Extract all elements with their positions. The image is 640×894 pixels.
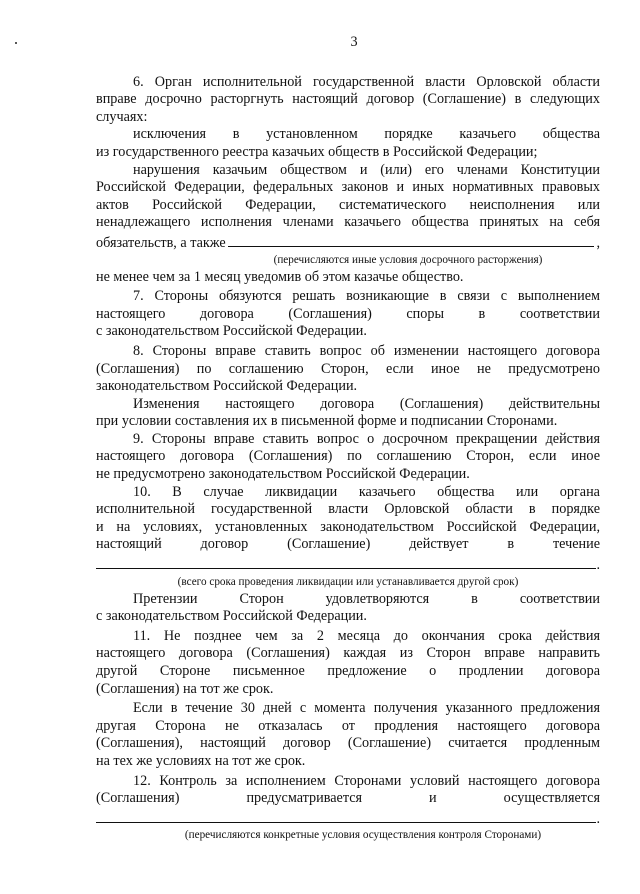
clause-8 <box>96 343 600 431</box>
text-line: 10. В случае ликвидации казачьего общества или органа <box>133 483 600 500</box>
fill-in-row <box>96 554 600 575</box>
text-line: настоящего договора (Соглашения) споры в соответствии <box>96 305 600 322</box>
text-line: вправе досрочно расторгнуть настоящий договор (Соглашение) в следующих <box>96 91 600 108</box>
clause-7 <box>96 288 600 341</box>
text-line: 7. Стороны обязуются решать возникающие в связи с выполнением <box>133 288 600 305</box>
text-line: (Соглашения) на тот же срок. <box>96 680 274 697</box>
text-line: (Соглашения) по соглашению Сторон, если иное не предусмотрено <box>96 360 600 377</box>
text-line: не предусмотрено законодательством Российской Федерации. <box>96 466 470 483</box>
scan-speck <box>15 42 17 44</box>
blank-caption: (перечисляются иные условия досрочного расторжения) <box>273 253 543 266</box>
text-line: случаях: <box>96 108 148 125</box>
text-line: Изменения настоящего договора (Соглашения) действительны <box>133 395 600 412</box>
blank-caption: (перечисляются конкретные условия осуществления контроля Сторонами) <box>184 829 542 842</box>
text-line: с законодательством Российской Федерации. <box>96 608 367 625</box>
text-line: 12. Контроль за исполнением Сторонами условий настоящего договора <box>133 772 600 789</box>
text-line: и на условиях, установленных законодательством Российской Федерации, <box>96 518 600 535</box>
text-line: законодательством Российской Федерации. <box>96 378 358 395</box>
clause-11 <box>96 628 600 771</box>
text-line: 8. Стороны вправе ставить вопрос об изменении настоящего договора <box>133 342 600 359</box>
text-line: обязательств, а также <box>96 234 226 251</box>
text-line: при условии составления их в письменной форме и подписании Сторонами. <box>96 413 558 430</box>
text-line: ненадлежащего исполнения членами казачьего общества принятых на себя <box>96 214 600 231</box>
text-line: с законодательством Российской Федерации. <box>96 323 367 340</box>
text-line: 6. Орган исполнительной государственной власти Орловской области <box>133 73 600 90</box>
text-line: актов Российской Федерации, систематического неисполнения или <box>96 196 600 213</box>
text-line: Претензии Сторон удовлетворяются в соответствии <box>133 590 600 607</box>
blank-fill-line <box>96 808 596 823</box>
blank-fill-line <box>228 232 595 247</box>
clause-6 <box>96 74 600 287</box>
text-line: настоящего договора (Соглашения) по соглашению Сторон, если иное <box>96 448 600 465</box>
punctuation: . <box>596 810 600 827</box>
clause-10 <box>96 484 600 626</box>
blank-fill-line <box>96 554 596 569</box>
text-line: Если в течение 30 дней с момента получения указанного предложения <box>133 700 600 717</box>
text-line: настоящего договора (Соглашения) каждая из Сторон вправе направить <box>96 645 600 662</box>
punctuation: . <box>596 557 600 574</box>
text-line: Российской Федерации, федеральных законов и иных нормативных правовых <box>96 179 600 196</box>
punctuation: , <box>596 234 600 251</box>
text-line: 11. Не позднее чем за 2 месяца до окончания срока действия <box>133 627 600 644</box>
fill-in-row <box>96 808 600 829</box>
clause-12 <box>96 773 600 843</box>
text-line: (Соглашения), настоящий договор (Соглашение) считается продленным <box>96 735 600 752</box>
clause-9 <box>96 431 600 484</box>
text-line: 9. Стороны вправе ставить вопрос о досрочном прекращении действия <box>133 430 600 447</box>
text-line: исключения в установленном порядке казачьего общества <box>133 126 600 143</box>
text-line: настоящий договор (Соглашение) действует в течение <box>96 536 600 553</box>
text-line: нарушения казачьим обществом и (или) его членами Конституции <box>133 161 600 178</box>
text-line: другая Сторона не отказалась от продления настоящего договора <box>96 717 600 734</box>
text-line: исполнительной государственной власти Орловской области в порядке <box>96 501 600 518</box>
text-line: из государственного реестра казачьих обществ в Российской Федерации; <box>96 143 538 160</box>
text-line: не менее чем за 1 месяц уведомив об этом казачье общество. <box>96 268 464 285</box>
text-line: на тех же условиях на тот же срок. <box>96 752 306 769</box>
page-number: 3 <box>350 34 358 50</box>
blank-caption: (всего срока проведения ликвидации или устанавливается другой срок) <box>177 575 519 588</box>
text-line: (Соглашения) предусматривается и осуществляется <box>96 790 600 807</box>
text-line: другой Стороне письменное предложение о продлении договора <box>96 663 600 679</box>
fill-in-row <box>96 232 600 253</box>
